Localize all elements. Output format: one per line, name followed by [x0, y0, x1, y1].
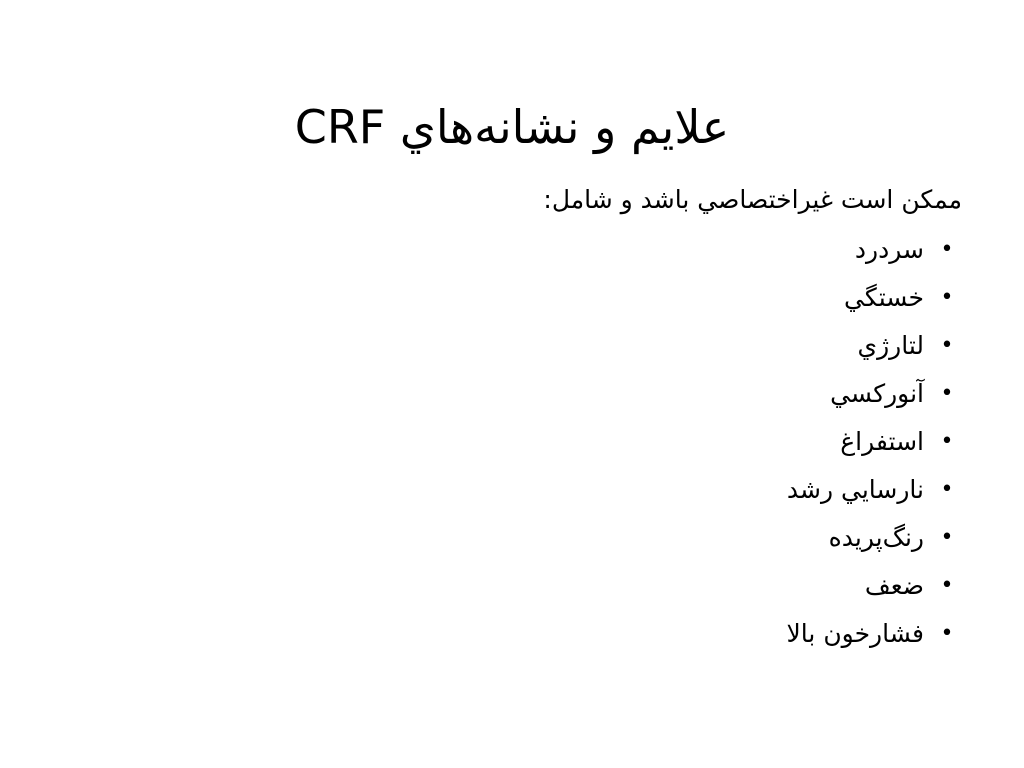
bullet-icon: • — [940, 621, 954, 646]
list-item-label: استفراغ — [840, 427, 924, 456]
bullet-icon: • — [940, 477, 954, 502]
slide-title: علايم و نشانه‌هاي CRF — [294, 100, 730, 154]
list-item-label: خستگي — [844, 283, 924, 312]
bullet-icon: • — [940, 237, 954, 262]
bullet-icon: • — [940, 429, 954, 454]
intro-text: ممکن است غيراختصاصي باشد و شامل: — [543, 185, 962, 214]
list-item-fatigue — [82, 274, 962, 322]
bullet-icon: • — [940, 573, 954, 598]
list-item-label: نارسايي رشد — [786, 475, 924, 504]
symptom-list — [82, 226, 962, 658]
bullet-icon: • — [940, 333, 954, 358]
bullet-icon: • — [940, 285, 954, 310]
list-item-anorexia — [82, 370, 962, 418]
bullet-icon: • — [940, 381, 954, 406]
list-item-label: رنگ‌پريده — [828, 523, 924, 552]
slide-body — [82, 178, 962, 658]
list-item-hypertension — [82, 610, 962, 658]
list-item-label: ضعف — [864, 571, 924, 600]
list-item-lethargy — [82, 322, 962, 370]
bullet-icon: • — [940, 525, 954, 550]
list-item-pallor — [82, 514, 962, 562]
list-item-label: آنورکسي — [830, 379, 924, 408]
list-item-vomiting — [82, 418, 962, 466]
list-item-failure-to-thrive — [82, 466, 962, 514]
list-item-weakness — [82, 562, 962, 610]
list-item-label: فشارخون بالا — [786, 619, 924, 648]
list-item-headache — [82, 226, 962, 274]
list-item-label: سردرد — [854, 235, 924, 264]
list-item-label: لتارژي — [857, 331, 924, 360]
